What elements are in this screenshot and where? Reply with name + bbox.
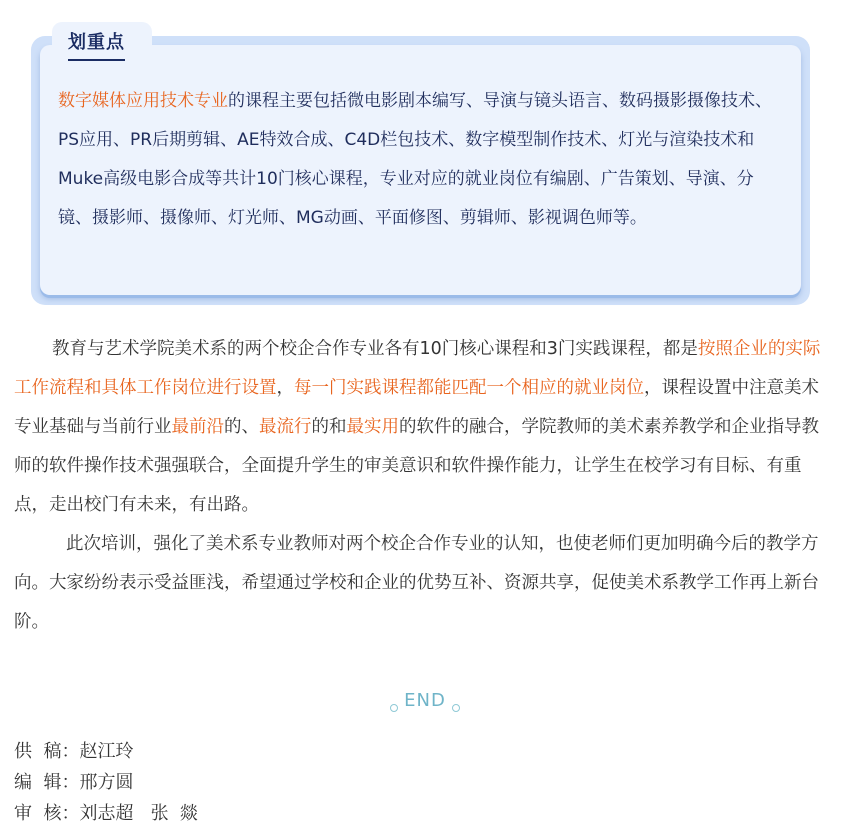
p1-highlight-2: 每一门实践课程都能匹配一个相应的就业岗位 — [294, 378, 644, 398]
p1-text-3: ，课程设置中注意美术专业基础与当前行业 — [14, 378, 819, 437]
highlight-body: 的课程主要包括微电影剧本编写、导演与镜头语言、数码摄影摄像技术、PS应用、PR后期剪辑、AE特效合成、C4D栏包技术、数字模型制作技术、灯光与渲染技术和Muke高级电影合成等共计10门核心课程，专业对应的就业岗位有编剧、广告策划、导演、分镜、摄影师、摄像师、灯光师、MG动画、平面修图、剪辑师、影视调色师等。 — [58, 91, 772, 228]
end-left-dot-icon — [390, 704, 398, 712]
p1-highlight-3: 最前沿 — [171, 417, 224, 437]
end-marker — [0, 690, 850, 712]
credit-editor: 编 辑：邢方圆 — [14, 772, 134, 793]
credits — [14, 736, 198, 829]
major-name: 数字媒体应用技术专业 — [58, 91, 228, 111]
p1-text-6: 的软件的融合，学院教师的美术素养教学和企业指导教师的软件操作技术强强联合，全面提升学生的审美意识和软件操作能力，让学生在校学习有目标、有重点，走出校门有未来，有出路。 — [14, 417, 819, 515]
highlight-title: 划重点 — [68, 31, 125, 61]
p1-text-2: ， — [276, 378, 294, 398]
p1-highlight-1: 按照企业的实际工作流程和具体工作岗位进行设置 — [14, 339, 821, 398]
body-paragraph-2: 此次培训，强化了美术系专业教师对两个校企合作专业的认知，也使老师们更加明确今后的教学方向。大家纷纷表示受益匪浅，希望通过学校和企业的优势互补、资源共享，促使美术系教学工作再上新台阶。 — [14, 534, 819, 632]
end-label: END — [404, 690, 446, 711]
body-paragraph-1 — [14, 330, 836, 525]
credit-author: 供 稿：赵江玲 — [14, 741, 134, 762]
p1-text-4: 的、 — [224, 417, 259, 437]
p1-highlight-4: 最流行 — [259, 417, 312, 437]
p1-highlight-5: 最实用 — [346, 417, 399, 437]
p1-text-1: 教育与艺术学院美术系的两个校企合作专业各有10门核心课程和3门实践课程，都是 — [52, 339, 698, 359]
p1-text-5: 的和 — [311, 417, 347, 437]
end-right-dot-icon — [452, 704, 460, 712]
highlight-text — [58, 82, 783, 238]
credit-reviewer: 审 核：刘志超 张 燚 — [14, 803, 199, 824]
